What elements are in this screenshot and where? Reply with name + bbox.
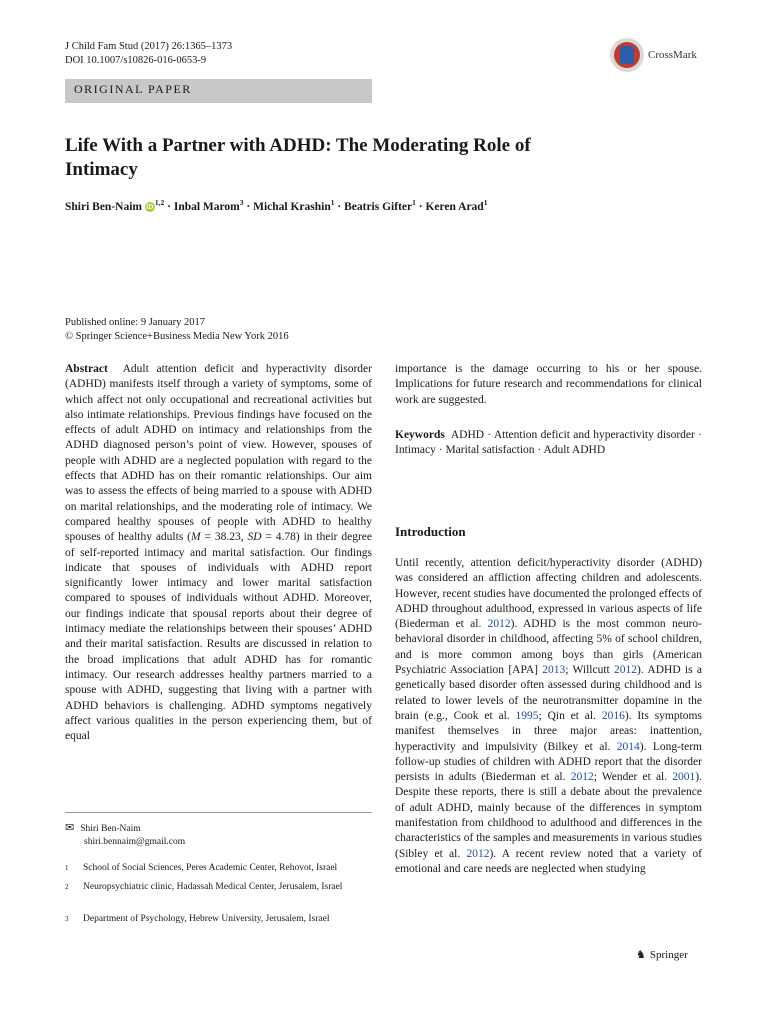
- author-name[interactable]: Inbal Marom: [173, 201, 240, 213]
- author-name[interactable]: Beatris Gifter: [344, 201, 413, 213]
- author-affiliation: 1: [330, 198, 335, 208]
- stat-label: M: [191, 531, 201, 544]
- article-title: Life With a Partner with ADHD: The Moderating Role of Intimacy: [65, 135, 531, 180]
- citation-link[interactable]: 2001: [672, 771, 696, 784]
- doi[interactable]: DOI 10.1007/s10826-016-0653-9: [65, 55, 207, 66]
- citation-link[interactable]: 2012: [614, 664, 638, 677]
- corresponding-email[interactable]: shiri.bennaim@gmail.com: [84, 836, 186, 847]
- author-affiliation: 1: [412, 198, 416, 208]
- affiliation-item: [65, 913, 375, 926]
- author-affiliation: 1: [483, 198, 488, 208]
- affiliation-number: 3: [65, 915, 69, 923]
- stat-label: SD: [247, 531, 262, 544]
- author-list: Shiri Ben-Naim iD$^{1,2}$ · Inbal Marom$^3$ · Michal Krashin$^1$ · Beatris Gifter$^1$ · Keren Arad$^1$: [65, 198, 488, 213]
- abstract-paragraph: [65, 362, 372, 744]
- citation-link[interactable]: 2012: [466, 847, 490, 860]
- introduction-paragraph: Until recently, attention deficit/hyperactivity disorder (ADHD) was considered an affliction affecting children and adolescents. However, recent studies have documented the prolonged effects of ADHD throughout adulthood, expressed in various aspects of life (Biederman et al. 2012). ADHD is the most common neuro-behavioral disorder in childhood, affecting 5% of school children, and is more common among boys than girls (American Psychiatric Association [APA] 2013; Willcutt 2012). ADHD is a genetically based disorder often assessed during childhood and is related to lower levels of the neurotransmitter dopamine in the brain (e.g., Cook et al. 1995; Qin et al. 2016). Its symptoms manifest themselves in three major areas: inattention, hyperactivity and impulsivity (Bilkey et al. 2014). Long-term follow-up studies of children with ADHD report that the disorder persists in adults (Biederman et al. 2012; Wender et al. 2001). Despite these reports, there is still a debate about the prevalence of adult ADHD, mainly because of the differences in symptom manifestation from childhood to adulthood and differences in the characteristics of the samples and measurements in various studies (Sibley et al. 2012). A recent review noted that a variety of emotional and care needs are neglected when studying: [395, 557, 703, 875]
- citation-link[interactable]: 2012: [487, 618, 511, 631]
- corresponding-name: Shiri Ben-Naim: [80, 824, 141, 834]
- affiliation-text: Neuropsychiatric clinic, Hadassah Medical Center, Jerusalem, Israel: [83, 882, 343, 892]
- abstract-text: Adult attention deficit and hyperactivity disorder (ADHD) manifests itself through a variety of symptoms, some of which affect not only occupational and recreational activities but also intimate relationships. Previous findings have focused on the effects of adult ADHD on intimacy and relationships from the ADHD diagnosed person’s point of view. However, spouses of people with ADHD are a neglected population with regard to the effects that ADHD has on their romantic relationships. Our aim was to assess the effects of being married to a spouse with ADHD on marital relationships, and the moderating role of intimacy. We compared healthy spouses of people with ADHD to healthy spouses of healthy adults (: [65, 363, 372, 544]
- stat-value: = 38.23,: [200, 531, 248, 544]
- paper-type-label: ORIGINAL PAPER: [74, 82, 192, 96]
- author-name[interactable]: Shiri Ben-Naim: [65, 201, 142, 213]
- affiliation-text: Department of Psychology, Hebrew University, Jerusalem, Israel: [83, 914, 330, 924]
- corresponding-author: [65, 822, 185, 848]
- published-online: Published online: 9 January 2017: [65, 317, 205, 328]
- introduction-body: [395, 556, 702, 877]
- citation-link[interactable]: 2013: [542, 664, 566, 677]
- citation-link[interactable]: 2016: [601, 709, 625, 722]
- abstract-text: = 4.78) in their degree of self-reported intimacy and marital satisfaction. Our findings indicate that spouses of individuals with ADHD report significantly lower intimacy and lower marital satisfaction compared to spouses of individuals without ADHD. Moreover, our findings indicate that spousal reports about their degree of intimacy mediate the relationships between their spouses’ ADHD and their marital satisfaction. Results are discussed in relation to the broad implications that adult ADHD has for romantic intimacy. Our research addresses healthy partners married to a spouse with ADHD, suggesting that living with a partner with ADHD behaviors is challenging. ADHD symptoms negatively affect various qualities in the person experiencing them, but of equal: [65, 531, 372, 743]
- keywords: [395, 428, 702, 459]
- abstract: [65, 362, 372, 744]
- orcid-icon[interactable]: iD: [146, 203, 154, 212]
- copyright: © Springer Science+Business Media New York 2016: [65, 331, 289, 342]
- affiliation-text: School of Social Sciences, Peres Academic Center, Rehovot, Israel: [83, 863, 338, 873]
- author-affiliation: 1,2: [154, 198, 165, 208]
- author-name[interactable]: Keren Arad: [425, 201, 484, 213]
- affiliation-item: [65, 862, 375, 875]
- section-heading-introduction: Introduction: [395, 524, 466, 539]
- crossmark-label: CrossMark: [648, 49, 697, 61]
- citation-link[interactable]: 2012: [570, 771, 594, 784]
- publication-info: [65, 316, 289, 344]
- affiliation-item: [65, 881, 375, 894]
- citation-link[interactable]: 2014: [616, 740, 640, 753]
- crossmark-icon: [610, 38, 644, 72]
- footnote-divider: [65, 812, 372, 813]
- journal-citation: J Child Fam Stud (2017) 26:1365–1373: [65, 41, 233, 52]
- affiliation-number: 2: [65, 883, 69, 891]
- author-name[interactable]: Michal Krashin: [253, 201, 331, 213]
- abstract-continued: importance is the damage occurring to his or her spouse. Implications for future research and recommendations for clinical work are suggested.: [395, 363, 702, 406]
- keywords-text: ADHD · Attention deficit and hyperactivity disorder · Intimacy · Marital satisfaction · Adult ADHD: [395, 429, 702, 457]
- author-affiliation: 3: [239, 198, 244, 208]
- journal-meta: [65, 40, 232, 68]
- publisher-logo: [636, 948, 688, 961]
- crossmark-badge[interactable]: [610, 38, 697, 72]
- affiliation-number: 1: [65, 864, 69, 872]
- springer-horse-icon: ♞: [636, 949, 646, 961]
- publisher-name: Springer: [649, 948, 688, 961]
- paper-type-banner: [65, 79, 372, 103]
- envelope-icon: ✉: [65, 822, 75, 834]
- keywords-label: Keywords: [395, 429, 445, 441]
- citation-link[interactable]: 1995: [515, 709, 539, 722]
- abstract-label: Abstract: [65, 363, 108, 375]
